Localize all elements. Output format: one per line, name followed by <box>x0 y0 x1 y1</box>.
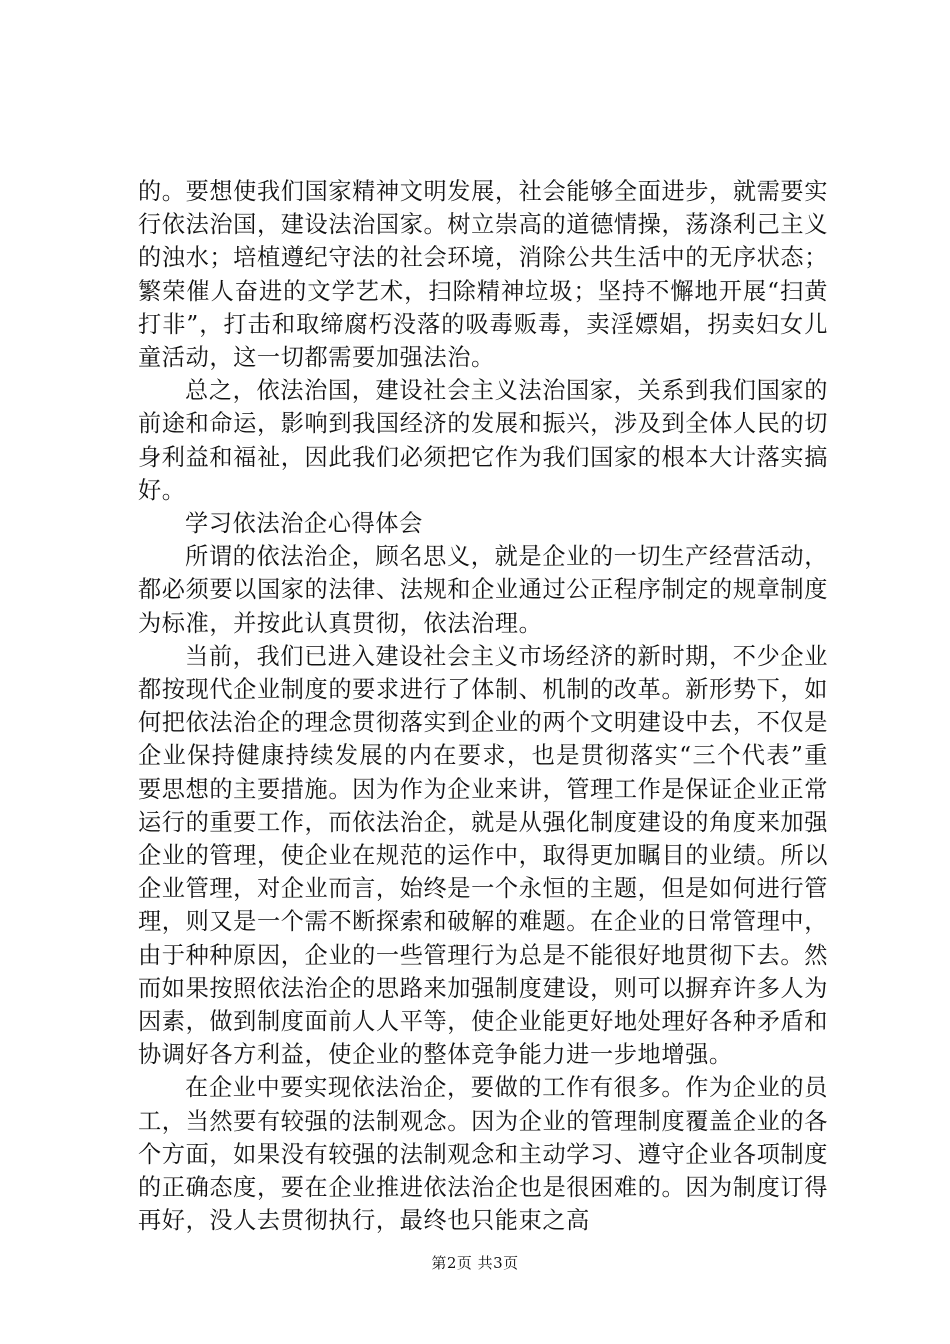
paragraph-current-situation: 当前，我们已进入建设社会主义市场经济的新时期，不少企业都按现代企业制度的要求进行了体制、机制的改革。新形势下，如何把依法治企的理念贯彻落实到企业的两个文明建设中去，不仅是企业保持健康持续发展的内在要求，也是贯彻落实“三个代表”重要思想的主要措施。因为作为企业来讲，管理工作是保证企业正常运行的重要工作，而依法治企，就是从强化制度建设的角度来加强企业的管理，使企业在规范的运作中，取得更加瞩目的业绩。所以企业管理，对企业而言，始终是一个永恒的主题，但是如何进行管理，则又是一个需不断探索和破解的难题。在企业的日常管理中，由于种种原因，企业的一些管理行为总是不能很好地贯彻下去。然而如果按照依法治企的思路来加强制度建设，则可以摒弃许多人为因素，做到制度面前人人平等，使企业能更好地处理好各种矛盾和协调好各方利益，使企业的整体竞争能力进一步地增强。 <box>138 642 828 1069</box>
page-footer: 第2页 共3页 <box>431 1254 519 1272</box>
paragraph-conclusion: 总之，依法治国，建设社会主义法治国家，关系到我们国家的前途和命运，影响到我国经济的发展和振兴，涉及到全体人民的切身利益和福祉，因此我们必须把它作为我们国家的根本大计落实搞好。 <box>138 377 828 504</box>
section-heading: 学习依法治企心得体会 <box>185 510 423 538</box>
paragraph-continuation: 的。要想使我们国家精神文明发展，社会能够全面进步，就需要实行依法治国，建设法治国家。树立崇高的道德情操，荡涤利己主义的浊水；培植遵纪守法的社会环境，消除公共生活中的无序状态；繁荣催人奋进的文学艺术，扫除精神垃圾；坚持不懈地开展“扫黄打非”，打击和取缔腐朽没落的吸毒贩毒，卖淫嫖娼，拐卖妇女儿童活动，这一切都需要加强法治。 <box>138 178 828 372</box>
paragraph-definition: 所谓的依法治企，顾名思义，就是企业的一切生产经营活动，都必须要以国家的法律、法规和企业通过公正程序制定的规章制度为标准，并按此认真贯彻，依法治理。 <box>138 543 828 637</box>
document-body <box>138 175 828 1238</box>
paragraph-implementation: 在企业中要实现依法治企，要做的工作有很多。作为企业的员工，当然要有较强的法制观念。因为企业的管理制度覆盖企业的各个方面，如果没有较强的法制观念和主动学习、遵守企业各项制度的正确态度，要在企业推进依法治企也是很困难的。因为制度订得再好，没人去贯彻执行，最终也只能束之高 <box>138 1074 828 1235</box>
